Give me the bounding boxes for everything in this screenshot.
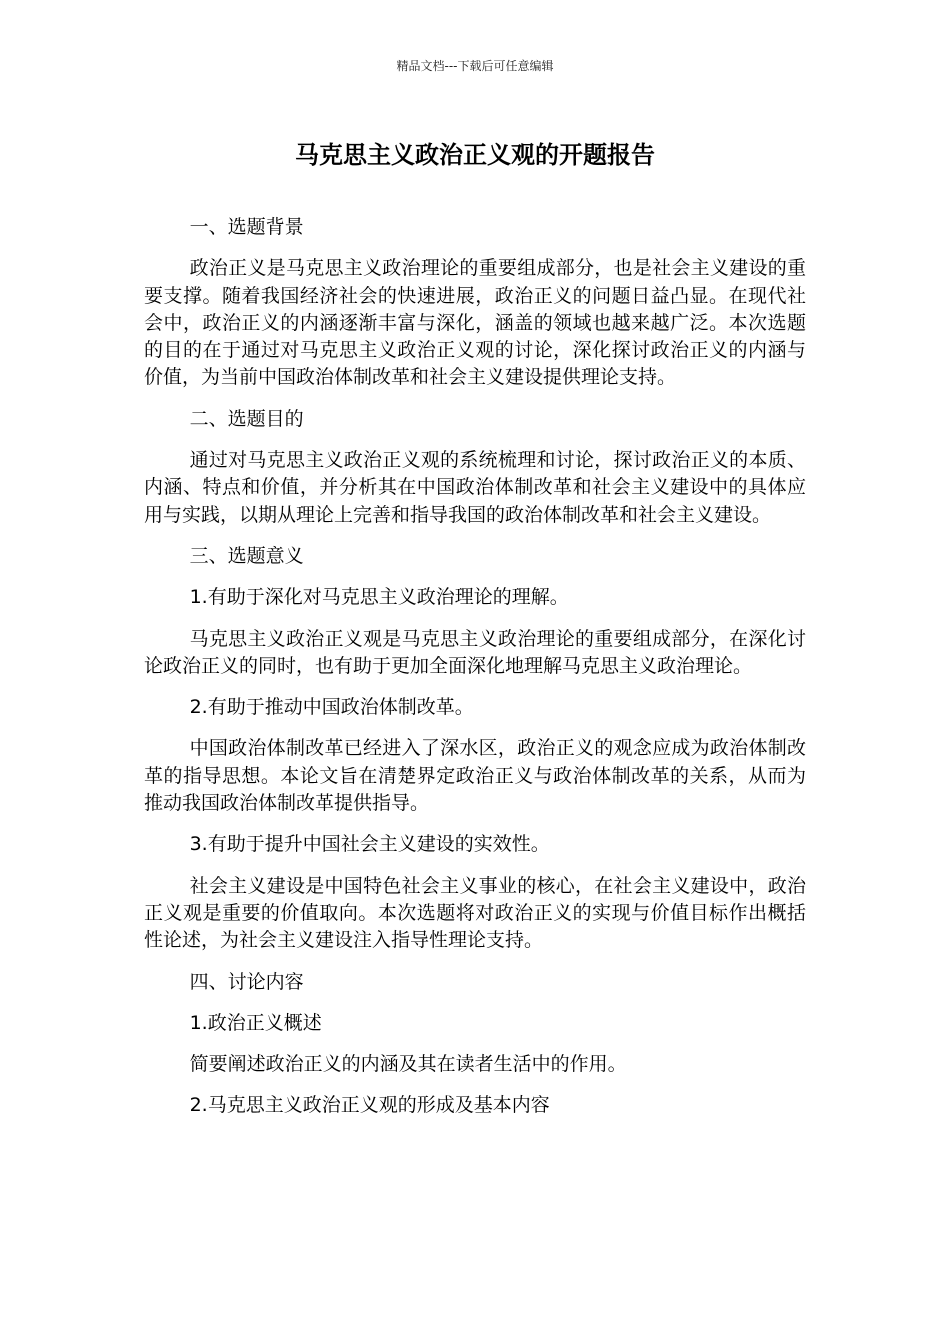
subheading-significance-1: 1.有助于深化对马克思主义政治理论的理解。 xyxy=(189,586,569,609)
paragraph-background: 政治正义是马克思主义政治理论的重要组成部分，也是社会主义建设的重要支撑。随着我国经济社会的快速进展，政治正义的问题日益凸显。在现代社会中，政治正义的内涵逐渐丰富与深化，涵盖的领域也越来越广泛。本次选题的目的在于通过对马克思主义政治正义观的讨论，深化探讨政治正义的内涵与价值，为当前中国政治体制改革和社会主义建设提供理论支持。 xyxy=(144,257,806,389)
subheading-content-2: 2.马克思主义政治正义观的形成及基本内容 xyxy=(189,1094,550,1117)
paragraph-significance-2: 中国政治体制改革已经进入了深水区，政治正义的观念应成为政治体制改革的指导思想。本论文旨在清楚界定政治正义与政治体制改革的关系，从而为推动我国政治体制改革提供指导。 xyxy=(144,737,806,815)
paragraph-content-1: 简要阐述政治正义的内涵及其在读者生活中的作用。 xyxy=(189,1053,627,1076)
section-heading-content: 四、讨论内容 xyxy=(189,970,304,993)
document-body xyxy=(144,214,806,1134)
subheading-significance-2: 2.有助于推动中国政治体制改革。 xyxy=(189,696,474,719)
page-header: 精品文档---下载后可任意编辑 xyxy=(396,59,554,73)
subheading-content-1: 1.政治正义概述 xyxy=(189,1011,322,1034)
document-title: 马克思主义政治正义观的开题报告 xyxy=(295,141,655,169)
paragraph-purpose: 通过对马克思主义政治正义观的系统梳理和讨论，探讨政治正义的本质、内涵、特点和价值，并分析其在中国政治体制改革和社会主义建设中的具体应用与实践，以期从理论上完善和指导我国的政治体制改革和社会主义建设。 xyxy=(144,449,806,526)
subheading-significance-3: 3.有助于提升中国社会主义建设的实效性。 xyxy=(189,833,550,856)
paragraph-significance-1: 马克思主义政治正义观是马克思主义政治理论的重要组成部分，在深化讨论政治正义的同时，也有助于更加全面深化地理解马克思主义政治理论。 xyxy=(144,627,806,677)
section-heading-background: 一、选题背景 xyxy=(189,216,304,238)
section-heading-purpose: 二、选题目的 xyxy=(189,407,304,430)
section-heading-significance: 三、选题意义 xyxy=(189,544,304,567)
paragraph-significance-3: 社会主义建设是中国特色社会主义事业的核心，在社会主义建设中，政治正义观是重要的价值取向。本次选题将对政治正义的实现与价值目标作出概括性论述，为社会主义建设注入指导性理论支持。 xyxy=(144,874,806,952)
